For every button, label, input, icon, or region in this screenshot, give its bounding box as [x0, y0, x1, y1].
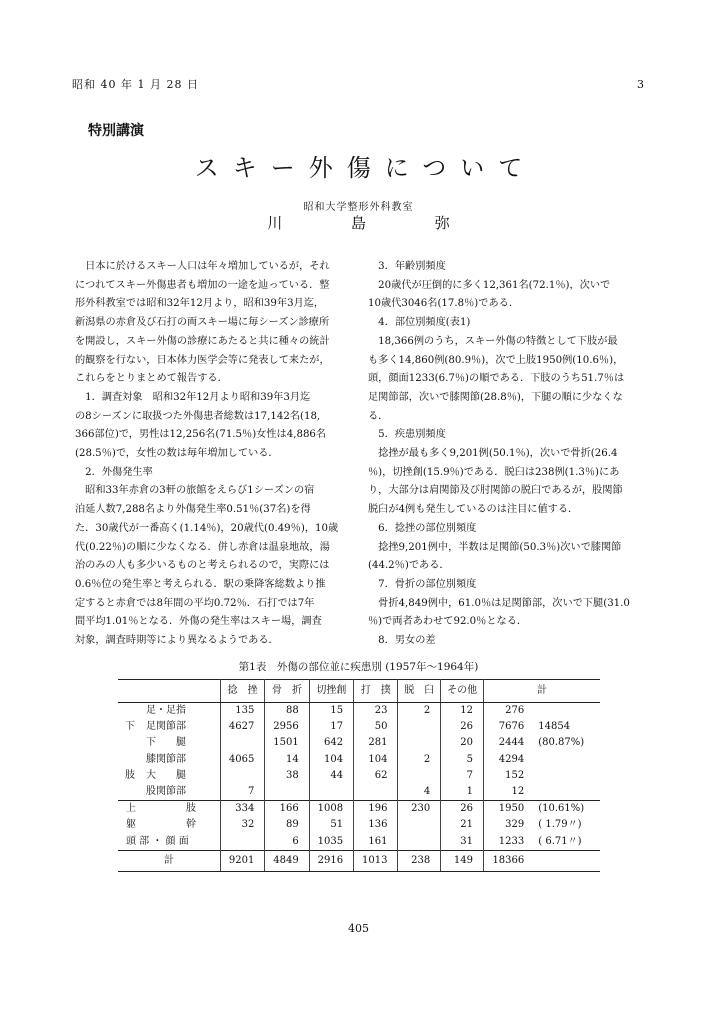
text-line: 日本に於けるスキー人口は年々増加しているが，それ — [75, 261, 330, 272]
group-label — [118, 752, 142, 768]
text-line: 治のみの人も多少いるものと考えられるので，実際には — [75, 560, 330, 572]
text-line: 20歳代が圧倒的に多く12,361名(72.1％)，次いで — [368, 279, 611, 291]
table-cell: 89 — [265, 817, 309, 833]
table-cell: 104 — [354, 752, 398, 768]
table-cell — [221, 735, 265, 751]
row-total: 1233 — [498, 835, 525, 847]
text-line: 足関節部，次いで膝関節(28.8％)，下腿の順に少なくな — [368, 391, 623, 403]
table-cell — [221, 768, 265, 784]
row-total: 12 — [511, 786, 525, 798]
text-line: 3．年齢別頻度 — [368, 261, 446, 272]
subtotal-percent — [534, 752, 600, 768]
row-label: 頭 部 ・ 顔 面 — [118, 834, 221, 851]
subtotal-percent — [534, 703, 600, 720]
table-cell: 642 — [309, 735, 353, 751]
table-cell: 2 — [398, 752, 441, 768]
author-affiliation: 昭和大学整形外科教室 — [303, 202, 414, 213]
text-line: 0.6％位の発生率と考えられる．駅の乗降客総数より推 — [75, 578, 326, 590]
table-cell: 1 — [441, 784, 484, 801]
author-name: 川 島 弥 — [267, 214, 482, 232]
row-total: 4294 — [498, 753, 525, 765]
article-title: スキー外傷について — [194, 154, 537, 182]
total-cell: 4849 — [265, 850, 309, 871]
row-label: 膝関節部 — [142, 752, 221, 768]
column-header: 切挫創 — [309, 680, 353, 703]
column-header: 打 撲 — [354, 680, 398, 703]
header-corner — [118, 680, 221, 703]
table-cell: 161 — [354, 834, 398, 851]
total-empty — [534, 850, 600, 871]
text-line: た．30歳代が一番高く(1.14％)，20歳代(0.49％)，10歳 — [75, 522, 339, 534]
page-number-top: 3 — [637, 78, 644, 91]
table-total-row — [118, 850, 600, 871]
text-line: (28.5％)で，女性の数は毎年増加している． — [75, 448, 279, 460]
text-line: 間平均1.01％となる．外傷の発生率はスキー場，調査 — [75, 616, 322, 628]
table-cell: 2 — [398, 703, 441, 720]
text-line: 366部位)で，男性は12,256名(71.5％)女性は4,886名 — [75, 429, 327, 441]
subtotal-percent: ( 1.79〃) — [538, 819, 582, 831]
table-header-row — [118, 680, 600, 703]
text-line: 18,366例のうち，スキー外傷の特徴として下肢が最 — [368, 335, 618, 347]
body-left-column — [75, 258, 363, 651]
text-line: 7．骨折の部位別頻度 — [368, 578, 477, 590]
total-cell: 238 — [398, 850, 441, 871]
subtotal-percent: 14854 — [538, 721, 571, 733]
injury-table — [118, 679, 600, 872]
row-label: 下 腿 — [142, 735, 221, 751]
header-date: 昭和 40 年 1 月 28 日 — [72, 78, 199, 91]
table-cell: 26 — [441, 801, 484, 818]
page-number-bottom: 405 — [348, 922, 369, 935]
table-cell: 196 — [354, 801, 398, 818]
table-cell: 23 — [354, 703, 398, 720]
text-line: 5．疾患別頻度 — [368, 429, 446, 441]
table-cell — [354, 784, 398, 801]
row-label: 股関節部 — [142, 784, 221, 801]
table-cell: 15 — [309, 703, 353, 720]
text-line: ％)で両者あわせて92.0％となる． — [368, 616, 528, 628]
section-label: 特別講演 — [88, 123, 144, 139]
total-cell: 149 — [441, 850, 484, 871]
table-cell: 230 — [398, 801, 441, 818]
table-cell — [398, 834, 441, 851]
text-line: 8．男女の差 — [368, 635, 436, 647]
text-line: これらをとりまとめて報告する． — [75, 373, 228, 385]
column-header: 捻 挫 — [221, 680, 265, 703]
total-label: 計 — [118, 850, 221, 871]
table-cell: 20 — [441, 735, 484, 751]
table-cell: 1501 — [265, 735, 309, 751]
text-line: ％)，切挫創(15.9％)である．脱臼は238例(1.3％)にあ — [368, 466, 620, 478]
row-total: 1950 — [483, 801, 534, 818]
text-line: 対象，調査時期等により異なるようである． — [75, 635, 279, 647]
table-cell: 7 — [441, 768, 484, 784]
table-cell: 135 — [221, 703, 265, 720]
table-row — [118, 784, 600, 801]
table-row — [118, 719, 600, 735]
table-cell: 50 — [354, 719, 398, 735]
table-cell: 38 — [265, 768, 309, 784]
text-line: 1．調査対象 昭和32年12月より昭和39年3月迄 — [75, 391, 311, 403]
text-line: 2．外傷発生率 — [75, 466, 153, 478]
text-line: る． — [368, 410, 389, 422]
table-row — [118, 735, 600, 751]
row-label: 足・足指 — [142, 703, 221, 720]
text-line: (44.2％)である． — [368, 560, 450, 572]
subtotal-percent: (80.87%) — [538, 737, 585, 749]
table-cell: 26 — [441, 719, 484, 735]
table-cell: 5 — [441, 752, 484, 768]
column-header: その他 — [441, 680, 484, 703]
text-line: 脱臼が4例も発生しているのは注目に値する． — [368, 504, 579, 516]
text-line: も多く14,860例(80.9％)，次で上肢1950例(10.6％)， — [368, 354, 624, 366]
row-total: 7676 — [498, 721, 525, 733]
row-total: 2444 — [498, 737, 525, 749]
table-cell — [398, 817, 441, 833]
table-cell: 62 — [354, 768, 398, 784]
text-line: 新潟県の赤倉及び石打の両スキー場に毎シーズン診療所 — [75, 317, 330, 329]
group-label — [118, 703, 142, 720]
table-cell: 7 — [221, 784, 265, 801]
table-cell: 281 — [354, 735, 398, 751]
table-row — [118, 817, 600, 833]
table-cell: 32 — [221, 817, 265, 833]
table-cell: 88 — [265, 703, 309, 720]
group-label — [118, 784, 142, 801]
table-cell: 166 — [265, 801, 309, 818]
text-line: り，大部分は肩関節及び肘関節の脱臼であるが，股関節 — [368, 485, 623, 497]
table-row — [118, 834, 600, 851]
table-cell: 4627 — [221, 719, 265, 735]
table-cell: 14 — [265, 752, 309, 768]
row-total: 152 — [505, 769, 525, 781]
subtotal-percent: ( 6.71〃) — [538, 835, 582, 847]
table-cell — [309, 784, 353, 801]
table-cell: 12 — [441, 703, 484, 720]
body-right-column — [368, 258, 658, 651]
column-header: 脱 臼 — [398, 680, 441, 703]
table-cell: 334 — [221, 801, 265, 818]
group-label — [118, 735, 142, 751]
table-cell: 1008 — [309, 801, 353, 818]
row-total: 276 — [483, 703, 534, 720]
text-line: 的観察を行ない，日本体力医学会等に発表して来たが， — [75, 354, 330, 366]
group-label: 肢 — [125, 769, 135, 781]
text-line: 捻挫9,201例中，半数は足関節(50.3％)次いで膝関節 — [368, 541, 622, 553]
table-cell: 31 — [441, 834, 484, 851]
text-line: につれてスキー外傷患者も増加の一途を辿っている．整 — [75, 279, 330, 291]
row-label: 足関節部 — [142, 719, 221, 735]
subtotal-percent: (10.61%) — [534, 801, 600, 818]
table-row — [118, 801, 600, 818]
table-cell: 17 — [309, 719, 353, 735]
table-cell: 104 — [309, 752, 353, 768]
text-line: 定すると赤倉では8年間の平均0.72％．石打では7年 — [75, 597, 315, 609]
text-line: 骨折4,849例中，61.0％は足関節部，次いで下腿(31.0 — [368, 597, 630, 609]
row-label: 大 腿 — [142, 768, 221, 784]
table-cell: 4065 — [221, 752, 265, 768]
table-cell: 4 — [398, 784, 441, 801]
text-line: 4．部位別頻度(表1) — [368, 317, 471, 329]
table-cell: 21 — [441, 817, 484, 833]
column-header: 計 — [483, 680, 600, 703]
text-line: 頭，顔面1233(6.7％)の順である．下肢のうち51.7％は — [368, 373, 625, 385]
total-cell: 1013 — [354, 850, 398, 871]
table-cell: 6 — [265, 834, 309, 851]
row-label: 躯 幹 — [118, 817, 221, 833]
row-total: 329 — [505, 819, 525, 831]
subtotal-percent — [534, 784, 600, 801]
table-caption: 第1表 外傷の部位並に疾患別 (1957年～1964年) — [238, 661, 479, 673]
table-cell: 136 — [354, 817, 398, 833]
text-line: 泊延人数7,288名より外傷発生率0.51％(37名)を得 — [75, 504, 311, 516]
text-line: の8シーズンに取扱つた外傷患者総数は17,142名(18, — [75, 410, 321, 422]
table-cell: 51 — [309, 817, 353, 833]
total-cell: 2916 — [309, 850, 353, 871]
table-cell: 1035 — [309, 834, 353, 851]
table-cell: 2956 — [265, 719, 309, 735]
table-cell — [265, 784, 309, 801]
table-cell — [398, 719, 441, 735]
text-line: 代(0.22％)の順に少なくなる．併し赤倉は温泉地故，湯 — [75, 541, 330, 553]
row-label: 上 肢 — [118, 801, 221, 818]
text-line: 6．捻挫の部位別頻度 — [368, 522, 477, 534]
column-header: 骨 折 — [265, 680, 309, 703]
subtotal-percent — [534, 768, 600, 784]
table-row — [118, 703, 600, 720]
table-cell — [398, 735, 441, 751]
text-line: を開設し，スキー外傷の診療にあたると共に種々の統計 — [75, 335, 330, 347]
total-cell: 9201 — [221, 850, 265, 871]
text-line: 形外科教室では昭和32年12月より，昭和39年3月迄， — [75, 298, 325, 310]
text-line: 10歳代3046名(17.8％)である． — [368, 298, 520, 310]
group-label: 下 — [125, 721, 135, 733]
table-cell: 44 — [309, 768, 353, 784]
table-cell — [221, 834, 265, 851]
table-cell — [398, 768, 441, 784]
table-row — [118, 752, 600, 768]
grand-total: 18366 — [483, 850, 534, 871]
text-line: 捻挫が最も多く9,201例(50.1％)，次いで骨折(26.4 — [368, 448, 618, 460]
text-line: 昭和33年赤倉の3軒の旅館をえらび1シーズンの宿 — [75, 485, 315, 497]
table-row — [118, 768, 600, 784]
